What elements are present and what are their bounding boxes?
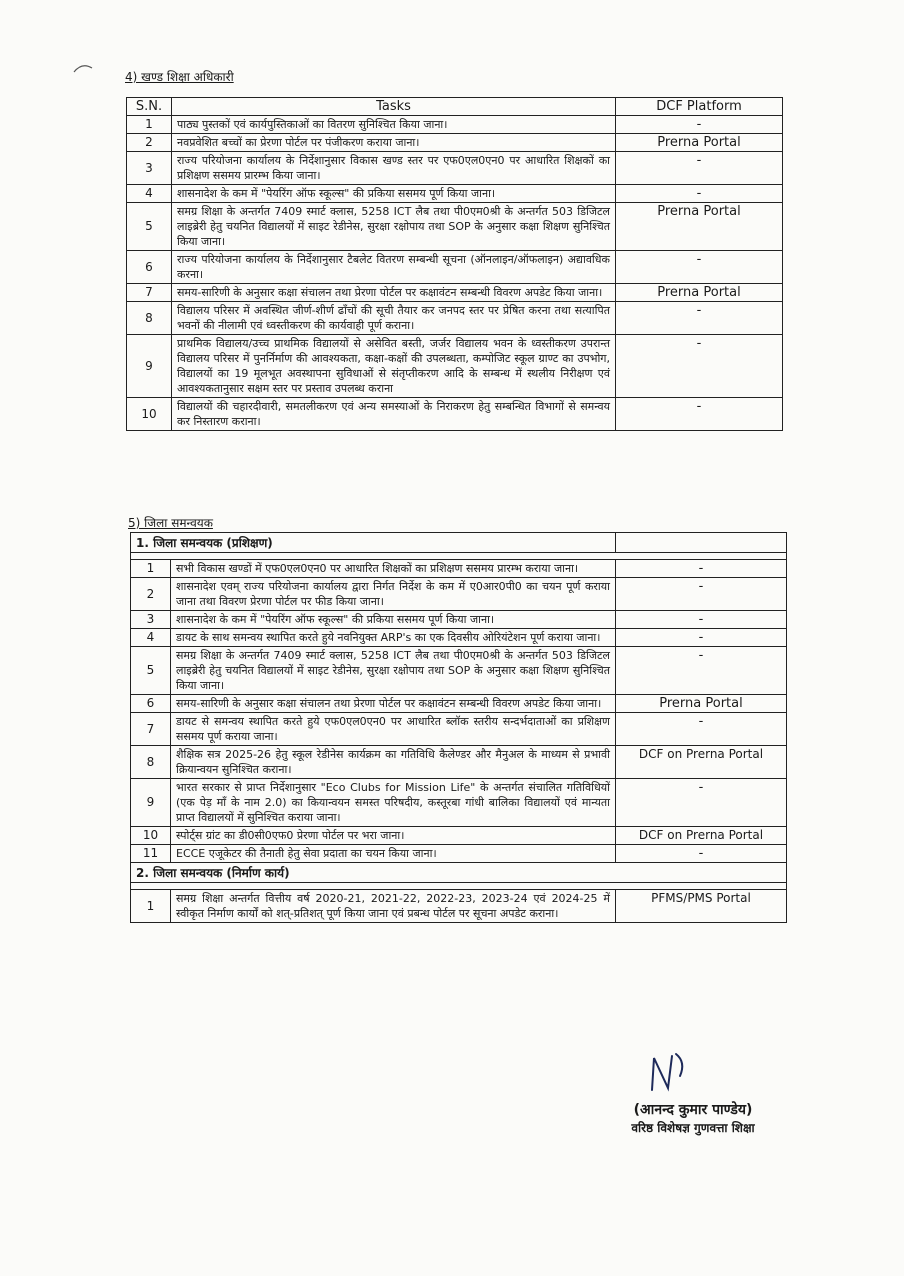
- row-platform: DCF on Prerna Portal: [616, 827, 787, 845]
- spacer-cell: [131, 553, 787, 560]
- row-sn: 7: [131, 713, 171, 746]
- group-row-training: [131, 533, 787, 553]
- table-row: [127, 152, 783, 185]
- row-platform: -: [616, 398, 783, 431]
- row-task: विद्यालयों की चहारदीवारी, समतलीकरण एवं अन्य समस्याओं के निराकरण हेतु सम्बन्धित विभागों से समन्वय कर निस्तारण कराना।: [172, 398, 616, 431]
- table-row: [131, 713, 787, 746]
- row-sn: 6: [127, 251, 172, 284]
- row-sn: 5: [131, 647, 171, 695]
- table-row: [131, 611, 787, 629]
- section5-table: [130, 532, 787, 923]
- row-sn: 10: [131, 827, 171, 845]
- punch-mark: [72, 62, 94, 74]
- section4-heading: 4) खण्ड शिक्षा अधिकारी: [125, 70, 234, 84]
- row-platform: -: [616, 647, 787, 695]
- row-platform: Prerna Portal: [616, 134, 783, 152]
- row-platform: -: [616, 302, 783, 335]
- table-row: [131, 647, 787, 695]
- row-platform: -: [616, 713, 787, 746]
- col-sn-header: S.N.: [127, 98, 172, 116]
- row-sn: 5: [127, 203, 172, 251]
- table-row: [127, 284, 783, 302]
- table-row: [131, 779, 787, 827]
- table-row: [127, 116, 783, 134]
- table-row: [127, 185, 783, 203]
- row-task: ECCE एजूकेटर की तैनाती हेतु सेवा प्रदाता का चयन किया जाना।: [171, 845, 616, 863]
- table-row: [127, 134, 783, 152]
- row-sn: 9: [127, 335, 172, 398]
- table-header-row: [127, 98, 783, 116]
- col-tasks-header: Tasks: [172, 98, 616, 116]
- row-task: समय-सारिणी के अनुसार कक्षा संचालन तथा प्रेरणा पोर्टल पर कक्षावंटन सम्बन्धी विवरण अपडेट किया जाना।: [172, 284, 616, 302]
- row-sn: 4: [131, 629, 171, 647]
- table-row: [127, 302, 783, 335]
- row-platform: -: [616, 251, 783, 284]
- table-row: [131, 746, 787, 779]
- row-task: शासनादेश एवम् राज्य परियोजना कार्यालय द्वारा निर्गत निर्देश के कम में ए0आर0पी0 का चयन पूर्ण कराया जाना तथा विवरण प्रेरणा पोर्टल पर फीड किया जाना।: [171, 578, 616, 611]
- row-task: समग्र शिक्षा अन्तर्गत वित्तीय वर्ष 2020-21, 2021-22, 2022-23, 2023-24 एवं 2024-25 में स्वीकृत निर्माण कार्यों को शत्-प्रतिशत् पूर्ण किया जाना एवं प्रबन्ध पोर्टल पर सूचना अपडेट कराना।: [171, 890, 616, 923]
- row-sn: 7: [127, 284, 172, 302]
- table-row: [131, 629, 787, 647]
- table-row: [131, 578, 787, 611]
- table-row: [131, 827, 787, 845]
- row-task: राज्य परियोजना कार्यालय के निर्देशानुसार टैबलेट वितरण सम्बन्धी सूचना (ऑनलाइन/ऑफलाइन) अद्यावधिक करना।: [172, 251, 616, 284]
- row-sn: 3: [127, 152, 172, 185]
- row-task: विद्यालय परिसर में अवस्थित जीर्ण-शीर्ण ढाँचों की सूची तैयार कर जनपद स्तर पर प्रेषित करना तथा सत्यापित भवनों की नीलामी एवं ध्वस्तीकरण की कार्यवाही पूर्ण कराना।: [172, 302, 616, 335]
- row-platform: -: [616, 185, 783, 203]
- row-task: डायट के साथ समन्वय स्थापित करते हुये नवनियुक्त ARP's का एक दिवसीय ओरियंटेशन पूर्ण कराया जाना।: [171, 629, 616, 647]
- row-sn: 1: [131, 560, 171, 578]
- row-platform: -: [616, 845, 787, 863]
- row-platform: -: [616, 116, 783, 134]
- row-task: पाठ्य पुस्तकों एवं कार्यपुस्तिकाओं का वितरण सुनिश्चित किया जाना।: [172, 116, 616, 134]
- table-row: [127, 203, 783, 251]
- group-row-construction: [131, 863, 787, 883]
- row-platform: -: [616, 629, 787, 647]
- spacer-row: [131, 553, 787, 560]
- row-task: स्पोर्ट्स ग्रांट का डी0सी0एफ0 प्रेरणा पोर्टल पर भरा जाना।: [171, 827, 616, 845]
- col-platform-header: DCF Platform: [616, 98, 783, 116]
- group-title-training: 1. जिला समन्वयक (प्रशिक्षण): [131, 533, 616, 553]
- group-title-construction: 2. जिला समन्वयक (निर्माण कार्य): [131, 863, 787, 883]
- row-task: शासनादेश के कम में "पेयरिंग ऑफ स्कूल्स" की प्रकिया ससमय पूर्ण किया जाना।: [172, 185, 616, 203]
- row-platform: Prerna Portal: [616, 203, 783, 251]
- row-sn: 8: [131, 746, 171, 779]
- row-sn: 2: [131, 578, 171, 611]
- row-platform: -: [616, 611, 787, 629]
- row-sn: 9: [131, 779, 171, 827]
- row-sn: 6: [131, 695, 171, 713]
- signatory-name: (आनन्द कुमार पाण्डेय): [633, 1102, 753, 1118]
- table-row: [131, 695, 787, 713]
- row-sn: 4: [127, 185, 172, 203]
- row-platform: -: [616, 335, 783, 398]
- row-platform: Prerna Portal: [616, 284, 783, 302]
- row-platform: -: [616, 560, 787, 578]
- row-sn: 10: [127, 398, 172, 431]
- row-platform: -: [616, 779, 787, 827]
- row-sn: 11: [131, 845, 171, 863]
- section5-heading: 5) जिला समन्वयक: [128, 516, 213, 530]
- row-platform: DCF on Prerna Portal: [616, 746, 787, 779]
- table-row: [127, 335, 783, 398]
- row-task: समय-सारिणी के अनुसार कक्षा संचालन तथा प्रेरणा पोर्टल पर कक्षावंटन सम्बन्धी विवरण अपडेट किया जाना।: [171, 695, 616, 713]
- row-task: प्राथमिक विद्यालय/उच्च प्राथमिक विद्यालयों से असेवित बस्ती, जर्जर विद्यालय भवन के ध्वस्तीकरण उपरान्त विद्यालय परिसर में पुनर्निर्माण की आवश्यकता, कक्षा-कक्षों की उपलब्धता, कम्पोजिट स्कूल ग्राण्ट का उपभोग, विद्यालयों का 19 मूलभूत अवस्थापना सुविधाओं से संतृप्तीकरण आदि के सम्बन्ध में स्थलीय निरीक्षण एवं आवश्यकतानुसार सक्षम स्तर पर प्रस्ताव उपलब्ध कराना: [172, 335, 616, 398]
- row-sn: 1: [131, 890, 171, 923]
- row-sn: 8: [127, 302, 172, 335]
- table-row: [127, 251, 783, 284]
- row-sn: 1: [127, 116, 172, 134]
- row-task: समग्र शिक्षा के अन्तर्गत 7409 स्मार्ट क्लास, 5258 ICT लैब तथा पी0एम0श्री के अन्तर्गत 503 डिजिटल लाइब्रेरी हेतु चयनित विद्यालयों में साइट रेडीनेस, सुरक्षा रक्षोपाय तथा SOP के अनुसार कक्षा शिक्षण सुनिश्चित किया जाना।: [171, 647, 616, 695]
- row-task: सभी विकास खण्डों में एफ0एल0एन0 पर आधारित शिक्षकों का प्रशिक्षण ससमय प्रारम्भ कराया जाना।: [171, 560, 616, 578]
- row-task: भारत सरकार से प्राप्त निर्देशानुसार "Eco Clubs for Mission Life" के अन्तर्गत संचालित गतिविधियों (एक पेड़ माँ के नाम 2.0) का कियान्वयन समस्त परिषदीय, कस्तूरबा गांधी बालिका विद्यालयों एवं मान्यता प्राप्त विद्यालयों में सुनिश्चित कराया जाना।: [171, 779, 616, 827]
- row-task: नवप्रवेशित बच्चों का प्रेरणा पोर्टल पर पंजीकरण कराया जाना।: [172, 134, 616, 152]
- table-row: [127, 398, 783, 431]
- row-platform: Prerna Portal: [616, 695, 787, 713]
- row-sn: 3: [131, 611, 171, 629]
- group-title-blank: [616, 533, 787, 553]
- signatory-designation: वरिष्ठ विशेषज्ञ गुणवत्ता शिक्षा: [631, 1121, 755, 1135]
- section4-table: [126, 97, 783, 431]
- row-sn: 2: [127, 134, 172, 152]
- row-platform: -: [616, 152, 783, 185]
- spacer-cell: [131, 883, 787, 890]
- row-task: डायट से समन्वय स्थापित करते हुये एफ0एल0एन0 पर आधारित ब्लॉक स्तरीय सन्दर्भदाताओं का प्रशिक्षण ससमय पूर्ण कराया जाना।: [171, 713, 616, 746]
- row-task: शासनादेश के कम में "पेयरिंग ऑफ स्कूल्स" की प्रकिया ससमय पूर्ण किया जाना।: [171, 611, 616, 629]
- row-platform: -: [616, 578, 787, 611]
- row-task: राज्य परियोजना कार्यालय के निर्देशानुसार विकास खण्ड स्तर पर एफ0एल0एन0 पर आधारित शिक्षकों का प्रशिक्षण ससमय प्रारम्भ किया जाना।: [172, 152, 616, 185]
- signature-block: [600, 1100, 786, 1136]
- row-task: समग्र शिक्षा के अन्तर्गत 7409 स्मार्ट क्लास, 5258 ICT लैब तथा पी0एम0श्री के अन्तर्गत 503 डिजिटल लाइब्रेरी हेतु चयनित विद्यालयों में साइट रेडीनेस, सुरक्षा रक्षोपाय तथा SOP के अनुसार कक्षा शिक्षण सुनिश्चित किया जाना।: [172, 203, 616, 251]
- row-platform: PFMS/PMS Portal: [616, 890, 787, 923]
- row-task: शैक्षिक सत्र 2025-26 हेतु स्कूल रेडीनेस कार्यक्रम का गतिविधि कैलेण्डर और मैनुअल के माध्यम से प्रभावी क्रियान्वयन सुनिश्चित कराना।: [171, 746, 616, 779]
- spacer-row: [131, 883, 787, 890]
- table-row: [131, 890, 787, 923]
- signature-mark: [646, 1052, 694, 1096]
- table-row: [131, 560, 787, 578]
- table-row: [131, 845, 787, 863]
